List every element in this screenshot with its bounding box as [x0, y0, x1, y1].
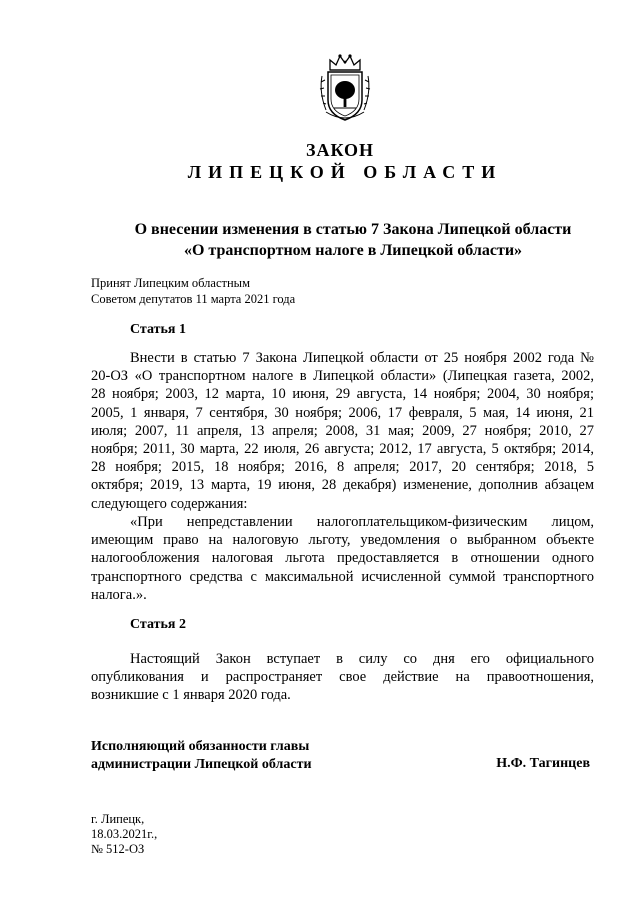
- text-line: 28 ноября; 2015, 18 ноября; 2016, 8 апреля; 2017, 20 сентября; 2018, 5: [91, 459, 594, 476]
- article-2-heading: Статья 2: [130, 617, 186, 632]
- footer-number: № 512-ОЗ: [91, 842, 145, 856]
- text-line: октября; 2019, 13 марта, 19 июня, 28 декабря) изменение, дополнив абзацем: [91, 477, 594, 494]
- text-line: имеющим право на налоговую льготу, уведомления о выбранном объекте: [91, 532, 594, 549]
- law-title: ЗАКОН: [305, 140, 375, 160]
- text-line: Внести в статью 7 Закона Липецкой области от 25 ноября 2002 года №: [130, 350, 594, 366]
- text-line: июля; 2007, 11 апреля, 13 апреля; 2008, 31 мая; 2009, 27 ноября; 2010, 27: [91, 422, 594, 439]
- article-1-heading: Статья 1: [130, 322, 186, 337]
- signatory-name: Н.Ф. Тагинцев: [496, 756, 590, 771]
- text-line: возникшие с 1 января 2020 года.: [91, 687, 291, 704]
- article-1-paragraph-1: [91, 349, 594, 513]
- text-line: транспортного средства с максимальной исчисленной суммой транспортного: [91, 568, 594, 585]
- text-line: налогообложения налоговая льгота предоставляется в отношении одного: [91, 550, 594, 567]
- subject-line: О внесении изменения в статью 7 Закона Липецкой области: [134, 221, 572, 238]
- signatory-position: [91, 738, 312, 774]
- coat-of-arms-icon: [316, 52, 374, 124]
- law-region-title: ЛИПЕЦКОЙ ОБЛАСТИ: [187, 162, 503, 182]
- text-line: ноября; 2011, 30 марта, 22 июля, 26 августа; 2012, 17 августа, 5 октября; 2014,: [91, 441, 594, 458]
- adoption-note: [91, 275, 295, 307]
- text-line: опубликования и распространяет свое действие на правоотношения,: [91, 669, 594, 686]
- footer-date: 18.03.2021г.,: [91, 827, 158, 841]
- text-line: 20-ОЗ «О транспортном налоге в Липецкой области» (Липецкая газета, 2002,: [91, 368, 594, 385]
- text-line: 2005, 1 января, 7 сентября, 30 ноября; 2006, 17 февраля, 5 мая, 14 июня, 21: [91, 404, 594, 421]
- text-line: налога.».: [91, 586, 147, 603]
- position-line: Исполняющий обязанности главы: [91, 739, 310, 754]
- law-subject: [90, 219, 590, 261]
- article-1-paragraph-2: [91, 513, 594, 604]
- adoption-line: Принят Липецким областным: [91, 276, 250, 290]
- article-2-paragraph: [91, 650, 594, 705]
- text-line: «При непредставлении налогоплательщиком-физическим лицом,: [130, 514, 594, 530]
- subject-line: «О транспортном налоге в Липецкой области»: [183, 242, 523, 259]
- adoption-line: Советом депутатов 11 марта 2021 года: [91, 292, 296, 306]
- text-line: Настоящий Закон вступает в силу со дня его официального: [130, 651, 594, 667]
- text-line: 28 ноября; 2003, 12 марта, 10 июня, 29 августа, 14 ноября; 2004, 30 ноября;: [91, 386, 594, 403]
- text-line: следующего содержания:: [91, 495, 248, 512]
- position-line: администрации Липецкой области: [91, 757, 312, 772]
- document-footer: [91, 812, 157, 857]
- footer-city: г. Липецк,: [91, 812, 145, 826]
